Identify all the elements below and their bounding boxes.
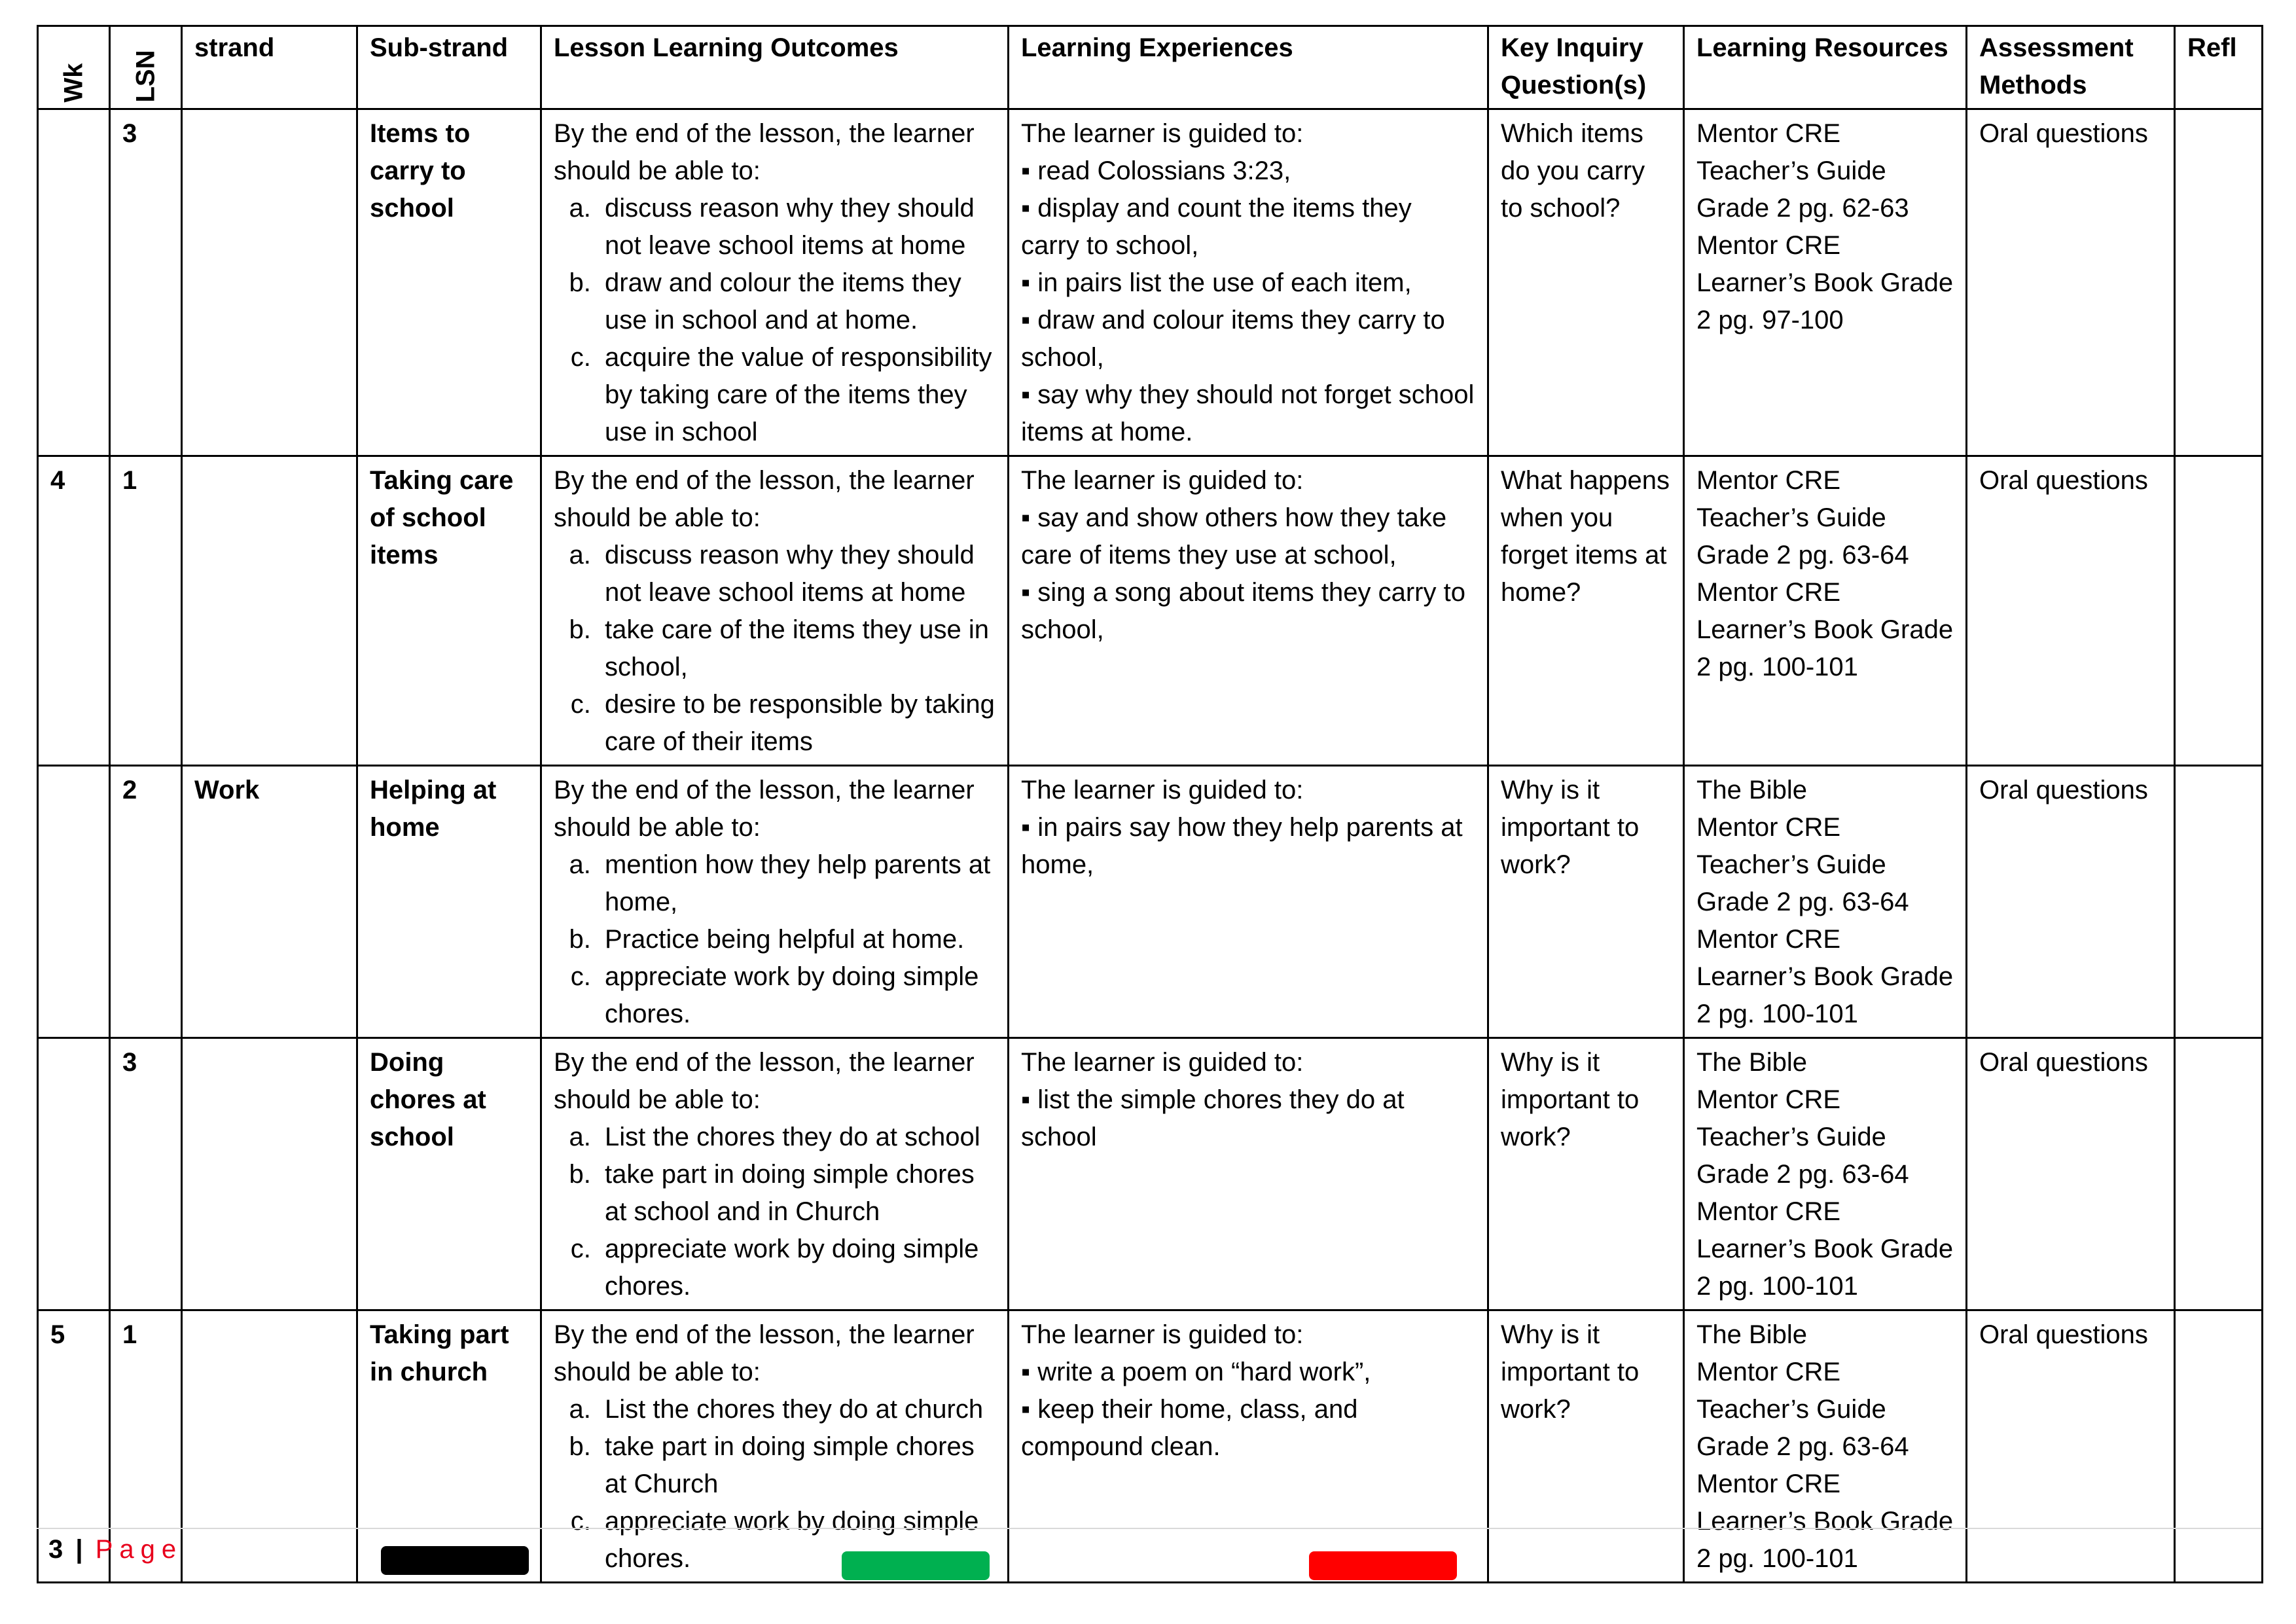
outcome-item: c. appreciate work by doing simple chores. xyxy=(598,1503,996,1578)
header-experiences: Learning Experiences xyxy=(1009,26,1488,109)
resource-item: Mentor CRE Teacher’s Guide Grade 2 pg. 63-64 xyxy=(1696,466,1909,569)
resource-item: The Bible xyxy=(1696,1320,1807,1349)
experience-item: ▪ say why they should not forget school items at home. xyxy=(1021,376,1475,451)
table-row xyxy=(38,766,2263,1038)
table-row xyxy=(38,109,2263,456)
experience-item: ▪ in pairs say how they help parents at home, xyxy=(1021,809,1475,884)
assessment-cell: Oral questions xyxy=(1967,1310,2175,1583)
outcome-item: b. draw and colour the items they use in school and at home. xyxy=(598,264,996,339)
outcome-item: b. take part in doing simple chores at school and in Church xyxy=(598,1156,996,1231)
page-number: 3 xyxy=(48,1535,63,1564)
outcomes-cell xyxy=(541,456,1009,766)
resource-item: Mentor CRE Teacher’s Guide Grade 2 pg. 63-64 xyxy=(1696,1358,1909,1461)
assessment-cell: Oral questions xyxy=(1967,766,2175,1038)
assessment-cell: Oral questions xyxy=(1967,109,2175,456)
outcome-item: c. desire to be responsible by taking care of their items xyxy=(598,686,996,761)
outcome-item: a. discuss reason why they should not leave school items at home xyxy=(598,537,996,611)
strand-cell xyxy=(182,1310,357,1583)
strand-cell xyxy=(182,1038,357,1310)
header-wk: Wk xyxy=(38,26,110,109)
resource-item: Mentor CRE Teacher’s Guide Grade 2 pg. 63-64 xyxy=(1696,813,1909,916)
week-cell: 5 xyxy=(38,1310,110,1583)
reflection-cell xyxy=(2175,1038,2263,1310)
header-reflection: Refl xyxy=(2175,26,2263,109)
experiences-intro: The learner is guided to: xyxy=(1021,1048,1304,1077)
experiences-intro: The learner is guided to: xyxy=(1021,776,1304,804)
outcomes-cell xyxy=(541,766,1009,1038)
page-separator: | xyxy=(75,1535,83,1564)
header-row xyxy=(38,26,2263,109)
resources-cell xyxy=(1684,1310,1967,1583)
outcomes-list xyxy=(554,537,996,761)
resource-item: Mentor CRE Learner’s Book Grade 2 pg. 100-101 xyxy=(1696,1470,1954,1573)
strand-cell xyxy=(182,109,357,456)
outcomes-intro: By the end of the lesson, the learner should be able to: xyxy=(554,466,975,532)
experience-item: ▪ draw and colour items they carry to school, xyxy=(1021,302,1475,376)
experiences-list xyxy=(1021,1081,1475,1156)
resource-item: Mentor CRE Learner’s Book Grade 2 pg. 100-101 xyxy=(1696,578,1954,681)
experience-item: ▪ list the simple chores they do at school xyxy=(1021,1081,1475,1156)
sub-strand-cell: Helping at home xyxy=(357,766,541,1038)
resource-item: The Bible xyxy=(1696,776,1807,804)
assessment-cell: Oral questions xyxy=(1967,1038,2175,1310)
experiences-intro: The learner is guided to: xyxy=(1021,119,1304,148)
strand-cell xyxy=(182,456,357,766)
experiences-cell xyxy=(1009,109,1488,456)
experiences-intro: The learner is guided to: xyxy=(1021,1320,1304,1349)
reflection-cell xyxy=(2175,766,2263,1038)
lesson-cell: 1 xyxy=(110,1310,182,1583)
page-word: Page xyxy=(95,1535,183,1564)
experiences-cell xyxy=(1009,456,1488,766)
resources-cell xyxy=(1684,109,1967,456)
resource-item: Mentor CRE Teacher’s Guide Grade 2 pg. 62-63 xyxy=(1696,119,1909,223)
outcomes-cell xyxy=(541,109,1009,456)
scheme-of-work-table xyxy=(37,25,2263,1583)
sub-strand-cell: Doing chores at school xyxy=(357,1038,541,1310)
outcomes-intro: By the end of the lesson, the learner should be able to: xyxy=(554,119,975,185)
sub-strand-cell: Taking care of school items xyxy=(357,456,541,766)
black-swatch xyxy=(381,1546,529,1575)
outcome-item: a. discuss reason why they should not leave school items at home xyxy=(598,190,996,264)
experiences-list xyxy=(1021,1354,1475,1466)
week-cell xyxy=(38,1038,110,1310)
outcome-item: b. take care of the items they use in school, xyxy=(598,611,996,686)
experience-item: ▪ sing a song about items they carry to school, xyxy=(1021,574,1475,649)
lesson-cell: 1 xyxy=(110,456,182,766)
reflection-cell xyxy=(2175,1310,2263,1583)
inquiry-cell: What happens when you forget items at home? xyxy=(1488,456,1684,766)
outcomes-intro: By the end of the lesson, the learner should be able to: xyxy=(554,1048,975,1114)
resource-item: Mentor CRE Learner’s Book Grade 2 pg. 100-101 xyxy=(1696,925,1954,1028)
outcome-item: c. appreciate work by doing simple chores. xyxy=(598,1231,996,1305)
inquiry-cell: Why is it important to work? xyxy=(1488,766,1684,1038)
header-inquiry: Key Inquiry Question(s) xyxy=(1488,26,1684,109)
experiences-list xyxy=(1021,153,1475,451)
header-sub-strand: Sub-strand xyxy=(357,26,541,109)
header-strand: strand xyxy=(182,26,357,109)
table-row xyxy=(38,456,2263,766)
strand-cell: Work xyxy=(182,766,357,1038)
experience-item: ▪ read Colossians 3:23, xyxy=(1021,153,1475,190)
outcomes-cell xyxy=(541,1310,1009,1583)
header-assessment: Assessment Methods xyxy=(1967,26,2175,109)
header-outcomes: Lesson Learning Outcomes xyxy=(541,26,1009,109)
outcome-item: c. appreciate work by doing simple chores. xyxy=(598,958,996,1033)
lesson-cell: 2 xyxy=(110,766,182,1038)
lesson-cell: 3 xyxy=(110,1038,182,1310)
red-swatch xyxy=(1309,1551,1457,1580)
resource-item: Mentor CRE Learner’s Book Grade 2 pg. 100-101 xyxy=(1696,1197,1954,1301)
experiences-list xyxy=(1021,809,1475,884)
footer-divider xyxy=(37,1528,2261,1529)
experience-item: ▪ in pairs list the use of each item, xyxy=(1021,264,1475,302)
resources-cell xyxy=(1684,456,1967,766)
experiences-intro: The learner is guided to: xyxy=(1021,466,1304,495)
outcome-item: b. take part in doing simple chores at Church xyxy=(598,1428,996,1503)
outcomes-list xyxy=(554,846,996,1033)
outcomes-intro: By the end of the lesson, the learner should be able to: xyxy=(554,1320,975,1386)
outcomes-list xyxy=(554,190,996,451)
resource-item: The Bible xyxy=(1696,1048,1807,1077)
resource-item: Mentor CRE Teacher’s Guide Grade 2 pg. 63-64 xyxy=(1696,1085,1909,1189)
table-row xyxy=(38,1310,2263,1583)
reflection-cell xyxy=(2175,456,2263,766)
outcomes-intro: By the end of the lesson, the learner should be able to: xyxy=(554,776,975,842)
table-row xyxy=(38,1038,2263,1310)
experience-item: ▪ write a poem on “hard work”, xyxy=(1021,1354,1475,1391)
assessment-cell: Oral questions xyxy=(1967,456,2175,766)
outcome-item: a. mention how they help parents at home, xyxy=(598,846,996,921)
week-cell: 4 xyxy=(38,456,110,766)
experience-item: ▪ keep their home, class, and compound clean. xyxy=(1021,1391,1475,1466)
green-swatch xyxy=(842,1551,990,1580)
resources-cell xyxy=(1684,766,1967,1038)
sub-strand-cell: Taking part in church xyxy=(357,1310,541,1583)
inquiry-cell: Why is it important to work? xyxy=(1488,1038,1684,1310)
outcomes-cell xyxy=(541,1038,1009,1310)
outcomes-list xyxy=(554,1391,996,1578)
page-footer xyxy=(48,1535,183,1564)
experience-item: ▪ say and show others how they take care of items they use at school, xyxy=(1021,499,1475,574)
week-cell xyxy=(38,109,110,456)
header-lsn: LSN xyxy=(110,26,182,109)
outcome-item: a. List the chores they do at church xyxy=(598,1391,996,1428)
experiences-cell xyxy=(1009,1038,1488,1310)
inquiry-cell: Why is it important to work? xyxy=(1488,1310,1684,1583)
lesson-cell: 3 xyxy=(110,109,182,456)
outcome-item: b. Practice being helpful at home. xyxy=(598,921,996,958)
header-resources: Learning Resources xyxy=(1684,26,1967,109)
experiences-cell xyxy=(1009,1310,1488,1583)
outcome-item: a. List the chores they do at school xyxy=(598,1119,996,1156)
reflection-cell xyxy=(2175,109,2263,456)
experiences-cell xyxy=(1009,766,1488,1038)
experience-item: ▪ display and count the items they carry to school, xyxy=(1021,190,1475,264)
outcomes-list xyxy=(554,1119,996,1305)
resource-item: Mentor CRE Learner’s Book Grade 2 pg. 97-100 xyxy=(1696,231,1954,334)
experiences-list xyxy=(1021,499,1475,649)
inquiry-cell: Which items do you carry to school? xyxy=(1488,109,1684,456)
week-cell xyxy=(38,766,110,1038)
resources-cell xyxy=(1684,1038,1967,1310)
sub-strand-cell: Items to carry to school xyxy=(357,109,541,456)
outcome-item: c. acquire the value of responsibility by taking care of the items they use in school xyxy=(598,339,996,451)
